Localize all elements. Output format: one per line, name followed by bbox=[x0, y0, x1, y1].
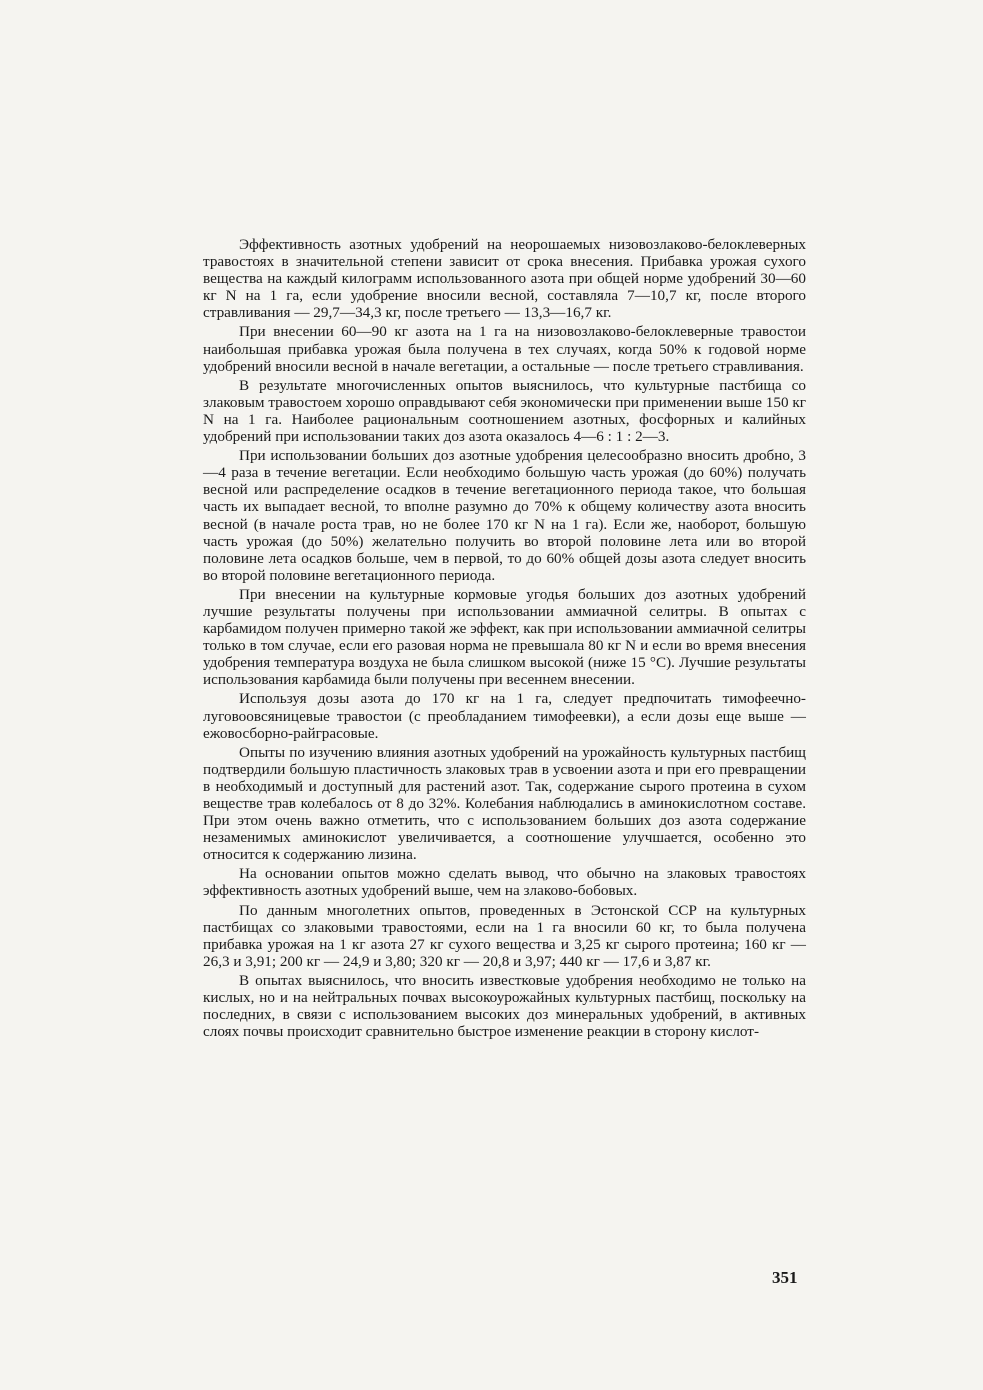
paragraph: Опыты по изучению влияния азотных удобрений на урожайность культурных пастбищ подтвердили большую пластичность злаковых трав в усвоении азота и при его превращении в необходимый и доступный для растений азот. Так, содержание сырого протеина в сухом веществе трав колебалось от 8 до 32%. Колебания наблюдались в аминокислотном составе. При этом очень важно отметить, что с использованием больших доз азота содержание незаменимых аминокислот увеличивается, а соотношение улучшается, особенно это относится к содержанию лизина. bbox=[203, 743, 806, 864]
paragraph: По данным многолетних опытов, проведенных в Эстонской ССР на культурных пастбищах со злаковыми травостоями, если на 1 га вносили 60 кг, то была получена прибавка урожая на 1 кг азота 27 кг сухого вещества и 3,25 кг сырого протеина; 160 кг — 26,3 и 3,91; 200 кг — 24,9 и 3,80; 320 кг — 20,8 и 3,97; 440 кг — 17,6 и 3,87 кг. bbox=[203, 901, 806, 970]
paragraph: Эффективность азотных удобрений на неорошаемых низовозлаково-белоклеверных травостоях в значительной степени зависит от срока внесения. Прибавка урожая сухого вещества на каждый килограмм использованного азота при общей норме удобрений 30—60 кг N на 1 га, если удобрение вносили весной, составляла 7—10,7 кг, после второго стравливания — 29,7—34,3 кг, после третьего — 13,3—16,7 кг. bbox=[203, 236, 806, 322]
page-number: 351 bbox=[772, 1268, 798, 1287]
paragraph: При внесении на культурные кормовые угодья больших доз азотных удобрений лучшие результаты получены при использовании аммиачной селитры. В опытах с карбамидом получен примерно такой же эффект, как при использовании аммиачной селитры только в том случае, если его разовая норма не превышала 80 кг N и если во время внесения удобрения температура воздуха не была слишком высокой (ниже 15 °С). Лучшие результаты использования карбамида были получены при весеннем внесении. bbox=[203, 585, 806, 689]
paragraph: При внесении 60—90 кг азота на 1 га на низовозлаково-белоклеверные травостои наибольшая прибавка урожая была получена в тех случаях, когда 50% к годовой норме удобрений вносили весной в начале вегетации, а остальные — после третьего стравливания. bbox=[203, 323, 806, 375]
paragraph: Используя дозы азота до 170 кг на 1 га, следует предпочитать тимофеечно-луговоовсяницевые травостои (с преобладанием тимофеевки), а если дозы еще выше — ежовосборно-райграсовые. bbox=[203, 690, 806, 742]
paragraph: При использовании больших доз азотные удобрения целесообразно вносить дробно, 3—4 раза в течение вегетации. Если необходимо большую часть урожая (до 60%) получать весной или распределение осадков в течение вегетационного периода такое, что большая часть их выпадает весной, то вполне разумно до 70% к общему количеству азота вносить весной (в начале роста трав, но не более 170 кг N на 1 га). Если же, наоборот, большую часть урожая (до 50%) желательно получить во второй половине лета или во второй половине лета осадков больше, чем в первой, то до 60% общей дозы азота следует вносить во второй половине вегетационного периода. bbox=[203, 447, 806, 584]
paragraph: В опытах выяснилось, что вносить известковые удобрения необходимо не только на кислых, но и на нейтральных почвах высокоурожайных культурных пастбищ, поскольку на последних, в связи с использованием высоких доз минеральных удобрений, в активных слоях почвы происходит сравнительно быстрое изменение реакции в сторону кислот- bbox=[203, 971, 806, 1041]
page-body bbox=[203, 236, 806, 1042]
paragraph: На основании опытов можно сделать вывод, что обычно на злаковых травостоях эффективность азотных удобрений выше, чем на злаково-бобовых. bbox=[203, 865, 806, 900]
paragraph: В результате многочисленных опытов выяснилось, что культурные пастбища со злаковым травостоем хорошо оправдывают себя экономически при применении выше 150 кг N на 1 га. Наиболее рациональным соотношением азотных, фосфорных и калийных удобрений при использовании таких доз азота оказалось 4—6 : 1 : 2—3. bbox=[203, 376, 806, 446]
